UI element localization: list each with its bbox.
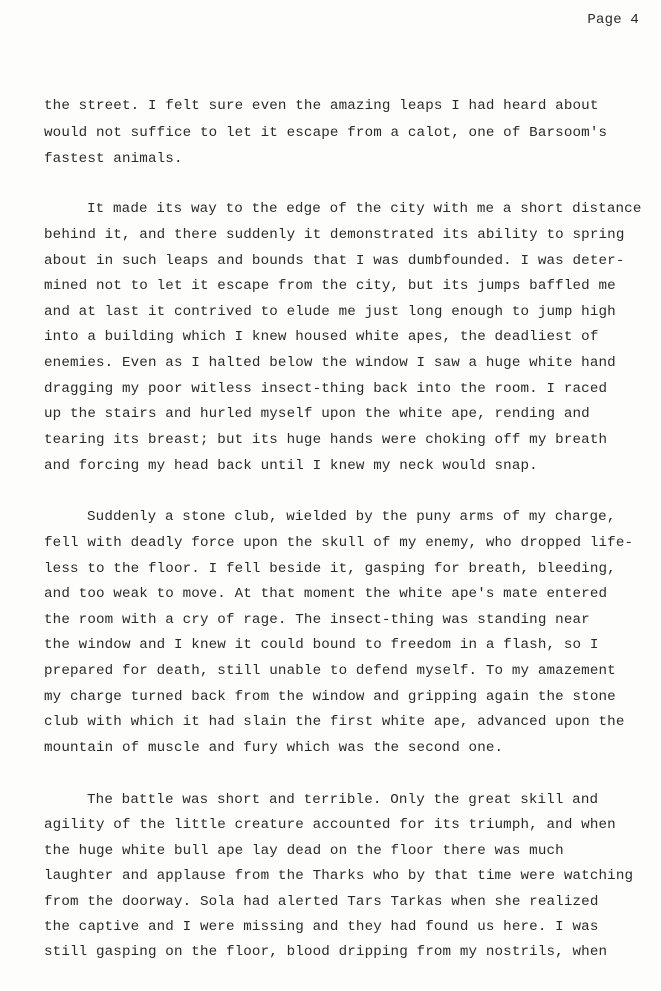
text-line: the window and I knew it could bound to freedom in a flash, so I <box>44 637 599 653</box>
text-line: behind it, and there suddenly it demonstrated its ability to spring <box>44 227 625 243</box>
text-line: and forcing my head back until I knew my neck would snap. <box>44 458 538 474</box>
text-line: my charge turned back from the window and gripping again the stone <box>44 689 616 705</box>
text-line: Suddenly a stone club, wielded by the puny arms of my charge, <box>87 509 616 525</box>
text-line: fastest animals. <box>44 151 183 167</box>
page-number: Page 4 <box>587 12 639 28</box>
text-line: and too weak to move. At that moment the white ape's mate entered <box>44 586 608 602</box>
text-line: the room with a cry of rage. The insect-thing was standing near <box>44 612 590 628</box>
text-line: the street. I felt sure even the amazing leaps I had heard about <box>44 98 599 114</box>
text-line: the captive and I were missing and they had found us here. I was <box>44 919 599 935</box>
text-line: fell with deadly force upon the skull of my enemy, who dropped life- <box>44 535 634 551</box>
text-line: into a building which I knew housed white apes, the deadliest of <box>44 329 599 345</box>
text-line: about in such leaps and bounds that I was dumbfounded. I was deter- <box>44 253 625 269</box>
text-line: the huge white bull ape lay dead on the floor there was much <box>44 843 564 859</box>
text-line: less to the floor. I fell beside it, gasping for breath, bleeding, <box>44 561 616 577</box>
text-line: up the stairs and hurled myself upon the white ape, rending and <box>44 406 590 422</box>
text-line: mined not to let it escape from the city, but its jumps baffled me <box>44 278 616 294</box>
text-line: laughter and applause from the Tharks who by that time were watching <box>44 868 634 884</box>
text-line: would not suffice to let it escape from a calot, one of Barsoom's <box>44 125 608 141</box>
text-line: and at last it contrived to elude me just long enough to jump high <box>44 304 616 320</box>
text-line: from the doorway. Sola had alerted Tars Tarkas when she realized <box>44 894 599 910</box>
text-line: prepared for death, still unable to defend myself. To my amazement <box>44 663 616 679</box>
text-line: agility of the little creature accounted for its triumph, and when <box>44 817 616 833</box>
text-line: The battle was short and terrible. Only the great skill and <box>87 792 599 808</box>
text-line: dragging my poor witless insect-thing back into the room. I raced <box>44 381 608 397</box>
text-line: tearing its breast; but its huge hands were choking off my breath <box>44 432 608 448</box>
text-line: enemies. Even as I halted below the window I saw a huge white hand <box>44 355 616 371</box>
text-line: club with which it had slain the first white ape, advanced upon the <box>44 714 625 730</box>
text-line: still gasping on the floor, blood dripping from my nostrils, when <box>44 944 608 960</box>
text-line: It made its way to the edge of the city with me a short distance <box>87 201 642 217</box>
text-line: mountain of muscle and fury which was the second one. <box>44 740 504 756</box>
